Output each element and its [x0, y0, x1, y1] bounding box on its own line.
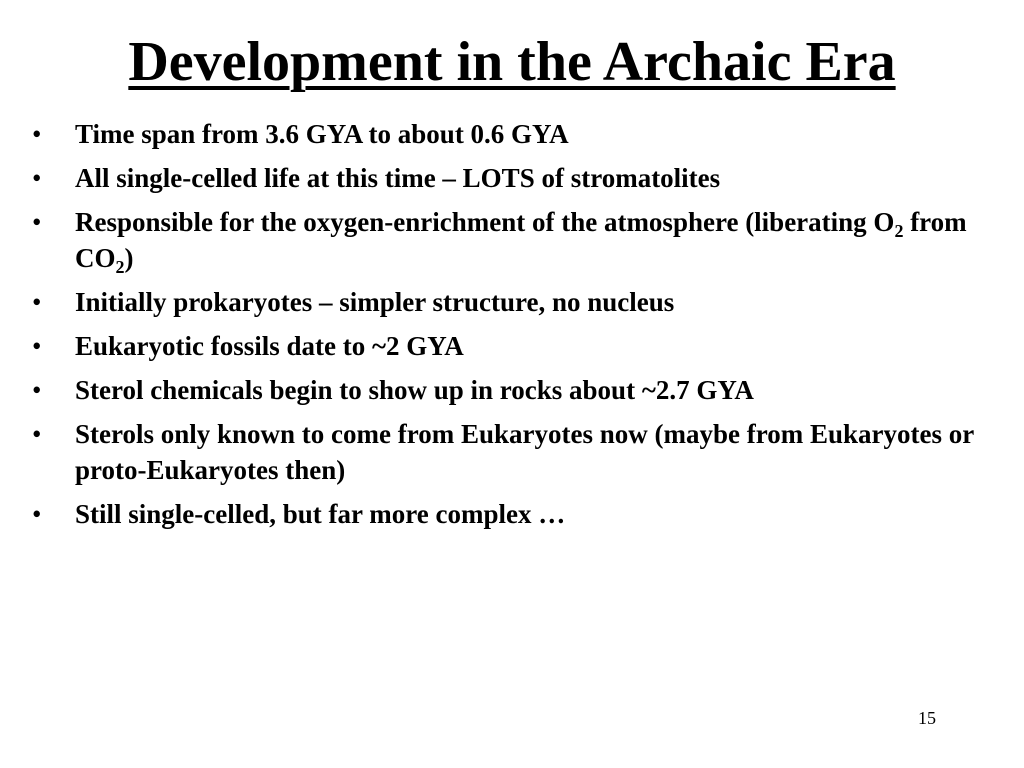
bullet-item: [30, 496, 1010, 532]
bullet-dot-icon: •: [32, 375, 42, 405]
bullet-text: [75, 163, 720, 193]
bullet-text-run: Initially prokaryotes – simpler structure, no nucleus: [75, 287, 675, 317]
bullet-dot-icon: •: [32, 119, 42, 149]
bullet-list: [30, 116, 1010, 540]
bullet-text: [75, 331, 464, 361]
bullet-dot-icon: •: [32, 163, 42, 193]
bullet-text-run: All single-celled life at this time – LOTS of stromatolites: [75, 163, 721, 193]
bullet-text-run: Time span from 3.6 GYA to about 0.6 GYA: [75, 119, 569, 149]
bullet-text: [75, 375, 754, 405]
bullet-dot-icon: •: [32, 287, 42, 317]
slide-title-text: Development in the Archaic Era: [128, 31, 896, 93]
bullet-text-run: Eukaryotic fossils date to ~2 GYA: [75, 331, 464, 361]
subscript: 2: [894, 221, 904, 241]
bullet-item: [30, 416, 1010, 488]
bullet-item: [30, 204, 1010, 276]
bullet-text: [75, 419, 974, 485]
bullet-item: [30, 284, 1010, 320]
bullet-text-run: Still single-celled, but far more complex …: [75, 499, 566, 529]
bullet-text: [75, 499, 565, 529]
bullet-text-run: from CO: [75, 207, 967, 273]
bullet-item: [30, 372, 1010, 408]
bullet-text: [75, 119, 569, 149]
bullet-text: [75, 287, 674, 317]
bullet-text-run: ): [124, 243, 134, 273]
bullet-text: [75, 207, 967, 277]
subscript: 2: [115, 257, 125, 277]
bullet-item: [30, 328, 1010, 364]
bullet-dot-icon: •: [32, 331, 42, 361]
page-number: 15: [918, 708, 936, 728]
slide-title: [0, 26, 1024, 98]
bullet-dot-icon: •: [32, 419, 42, 449]
bullet-text-run: Sterol chemicals begin to show up in rocks about ~2.7 GYA: [75, 375, 754, 405]
bullet-dot-icon: •: [32, 207, 42, 237]
bullet-item: [30, 116, 1010, 152]
bullet-item: [30, 160, 1010, 196]
bullet-text-run: Responsible for the oxygen-enrichment of the atmosphere (liberating O: [75, 207, 895, 237]
bullet-text-run: Sterols only known to come from Eukaryotes now (maybe from Eukaryotes or proto-Eukaryotes then): [75, 419, 974, 485]
bullet-dot-icon: •: [32, 499, 42, 529]
